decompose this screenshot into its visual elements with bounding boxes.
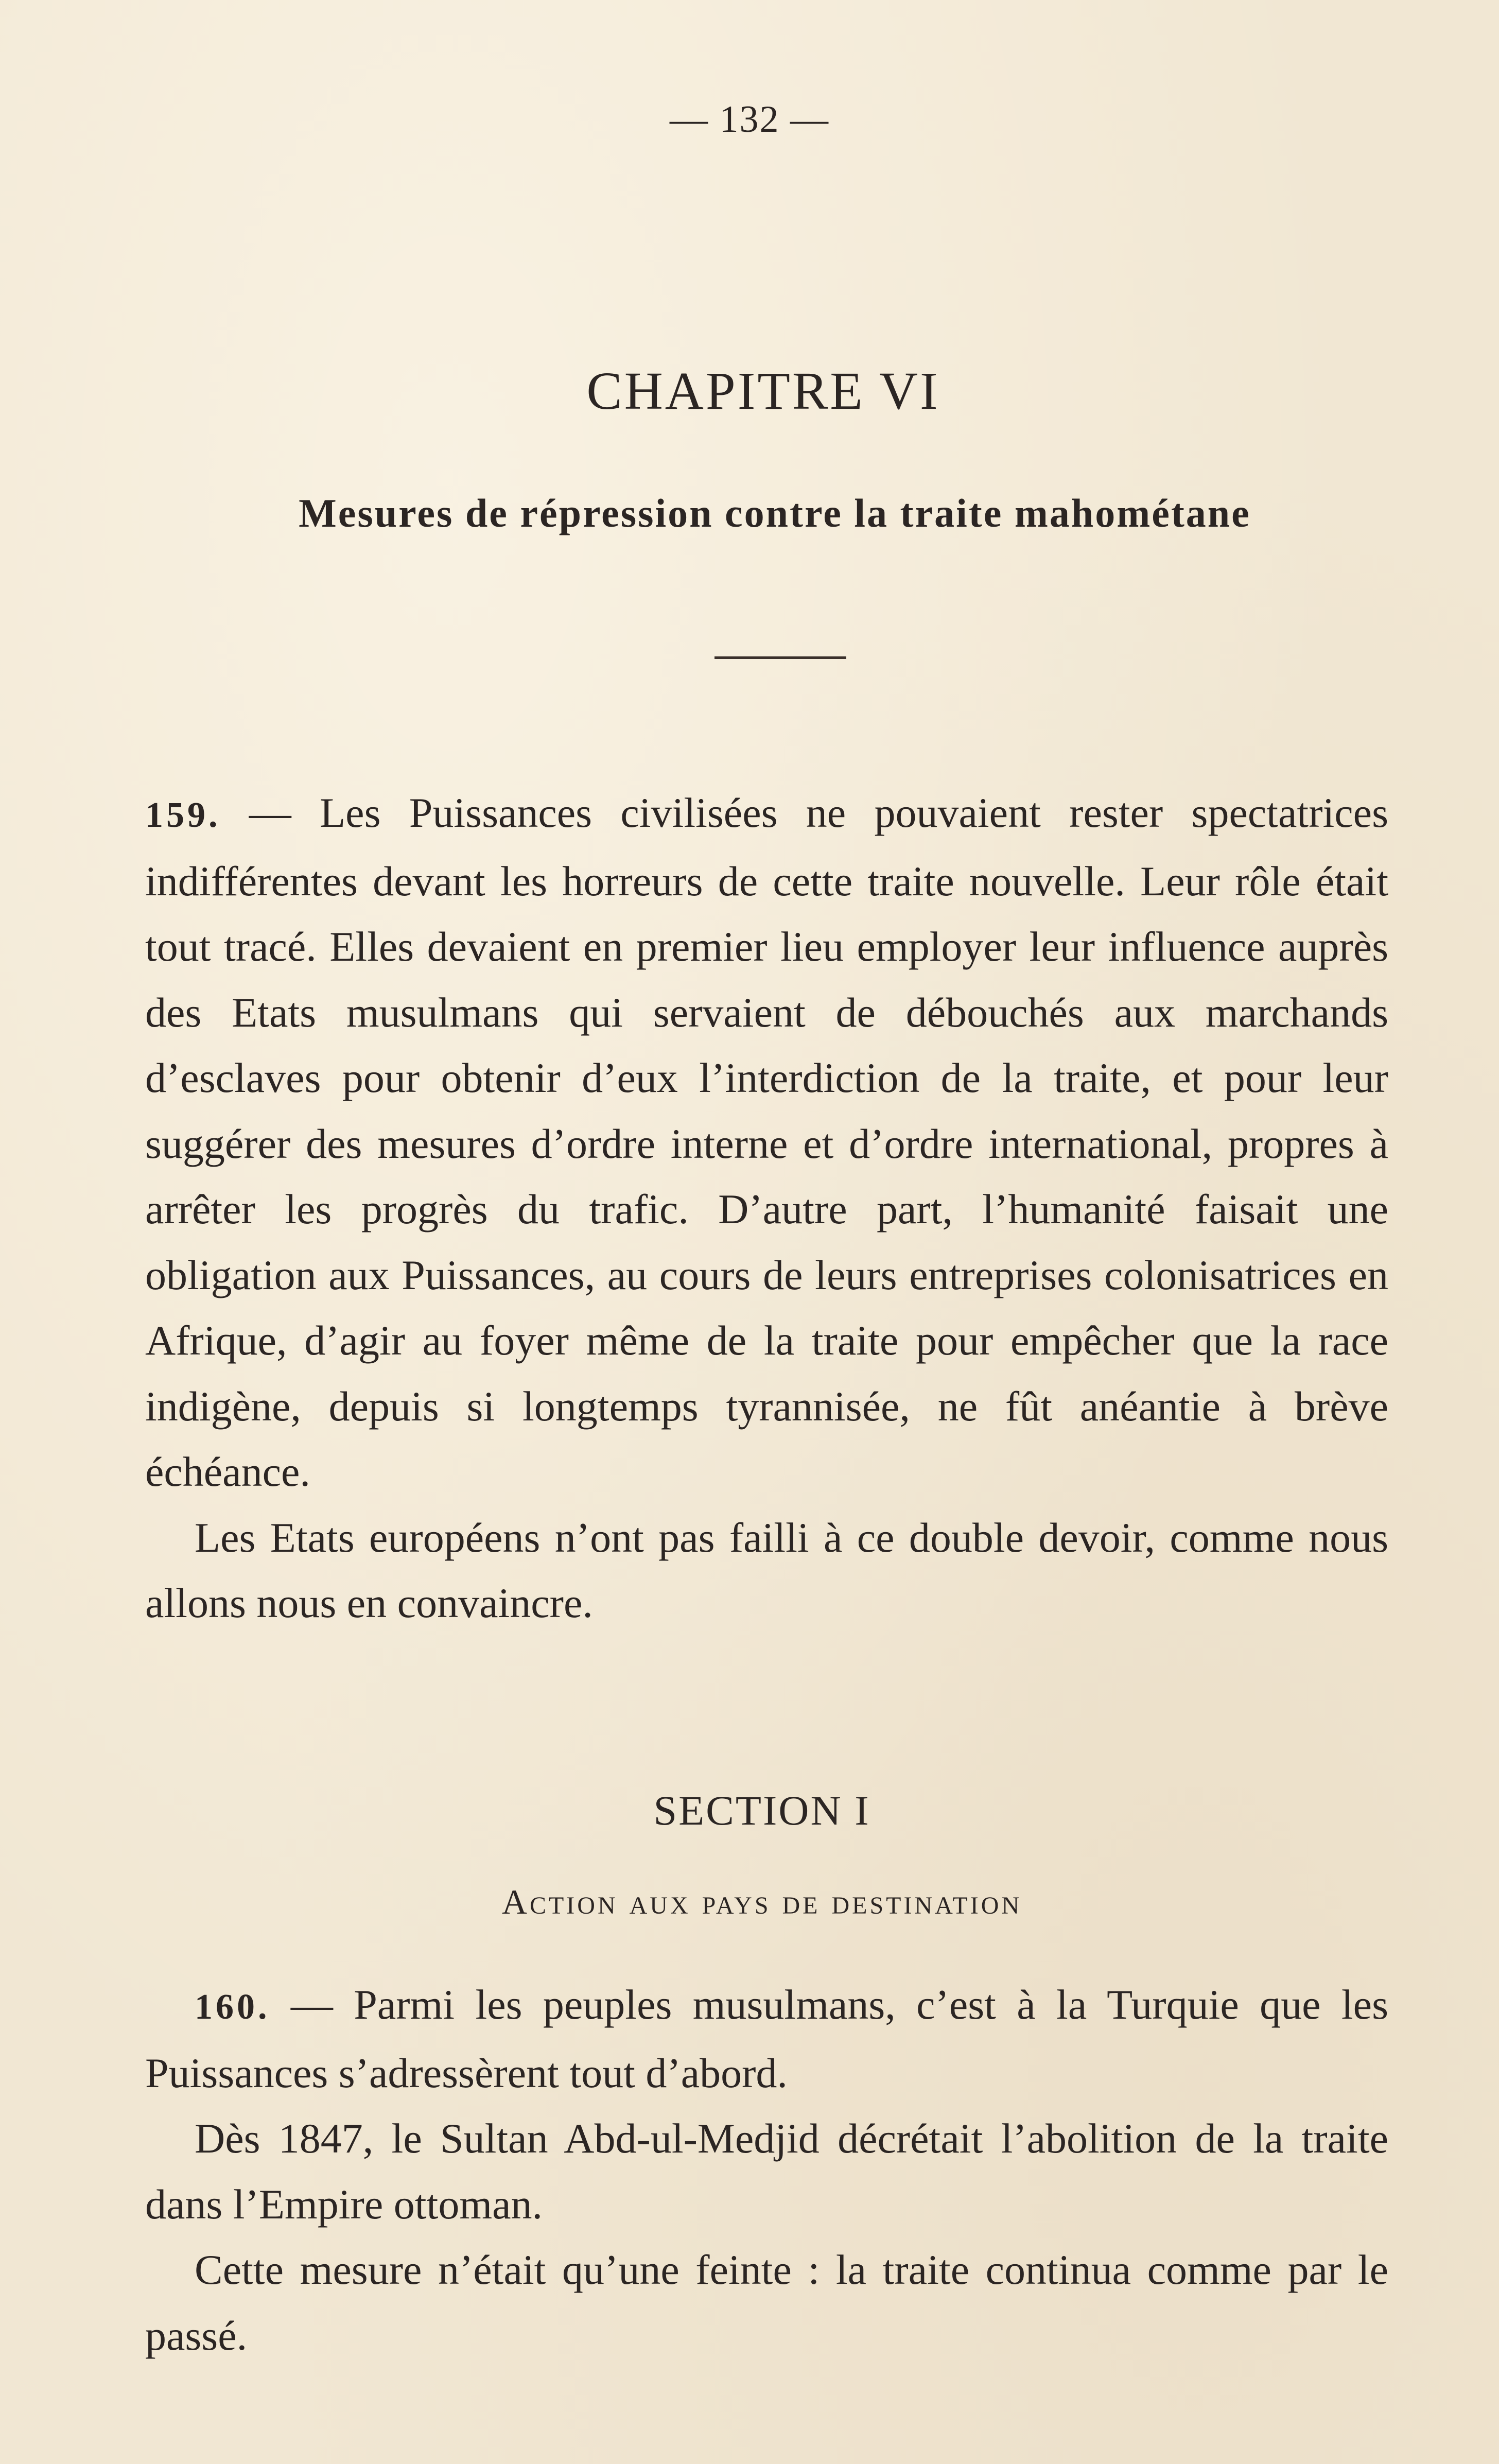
paragraph-number: 160.: [195, 1987, 270, 2027]
chapter-subtitle: Mesures de répression contre la traite mahométane: [299, 491, 1251, 535]
page-number: — 132 —: [670, 98, 829, 141]
section-subtitle: Action aux pays de destination: [501, 1882, 1022, 1921]
paragraph-text: Cette mesure n’était qu’une feinte : la traite continua comme par le passé.: [145, 2246, 1388, 2359]
paragraph-159: [145, 780, 1388, 1505]
body-text-block-1: [145, 780, 1388, 1636]
section-title: SECTION I: [653, 1787, 870, 1834]
chapter-title: CHAPITRE VI: [586, 361, 940, 421]
paragraph-text: — Les Puissances civilisées ne pouvaient rester spectatrices indifférentes devant les horreurs de cette traite nouvelle. Leur rôle était tout tracé. Elles devaient en premier lieu employer leur influence auprès des Etats musulmans qui servaient de débouchés aux marchands d’esclaves pour obtenir d’eux l’interdiction de la traite, et pour leur suggérer des mesures d’ordre interne et d’ordre international, propres à arrêter les progrès du trafic. D’autre part, l’humanité faisait une obligation aux Puissances, au cours de leurs entreprises colonisatrices en Afrique, d’agir au foyer même de la traite pour empêcher que la race indigène, depuis si longtemps tyrannisée, ne fût anéantie à brève échéance.: [145, 789, 1388, 1495]
separator-rule: [714, 656, 846, 659]
body-text-block-2: [145, 1972, 1388, 2368]
paragraph-text: Les Etats européens n’ont pas failli à ce double devoir, comme nous allons nous en convaincre.: [145, 1514, 1388, 1626]
paragraph-number: 159.: [145, 795, 221, 835]
paragraph-text: Dès 1847, le Sultan Abd-ul-Medjid décrétait l’abolition de la traite dans l’Empire ottoman.: [145, 2115, 1388, 2228]
paragraph-160: [145, 1972, 1388, 2106]
paragraph-text: — Parmi les peuples musulmans, c’est à la Turquie que les Puissances s’adressèrent tout d’abord.: [145, 1981, 1388, 2096]
